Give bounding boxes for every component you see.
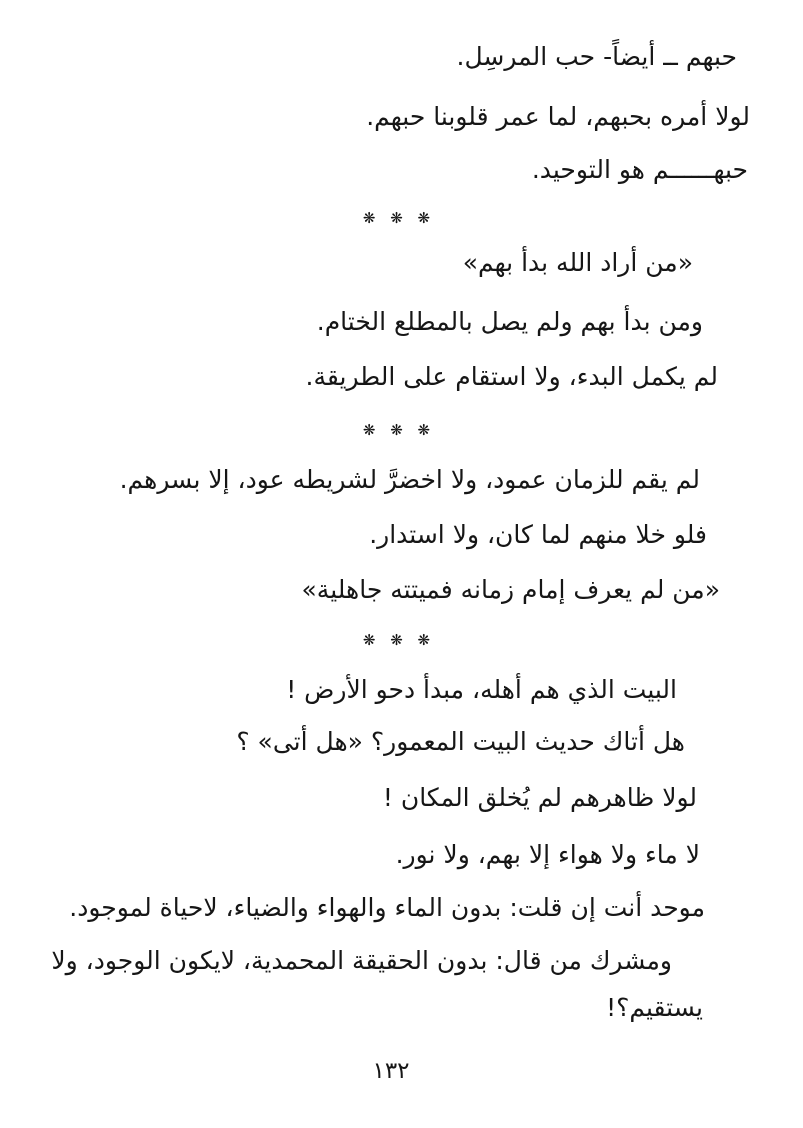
- text-line: هل أتاك حديث البيت المعمور؟ «هل أتى» ؟: [236, 727, 685, 756]
- text-line: لم يكمل البدء، ولا استقام على الطريقة.: [305, 362, 718, 391]
- section-separator: ❋ ❋ ❋: [362, 421, 431, 439]
- text-line: لا ماء ولا هواء إلا بهم، ولا نور.: [395, 840, 700, 869]
- section-separator: ❋ ❋ ❋: [362, 209, 431, 227]
- text-line: لم يقم للزمان عمود، ولا اخضرَّ لشريطه عود، إلا بسرهم.: [119, 465, 700, 494]
- page-number: ١٣٢: [372, 1058, 410, 1084]
- quote-line: «من أراد الله بدأ بهم»: [462, 248, 693, 277]
- text-line: لولا أمره بحبهم، لما عمر قلوبنا حبهم.: [366, 102, 750, 131]
- text-line-continuation: يستقيم؟!: [606, 993, 703, 1022]
- text-line: لولا ظاهرهم لم يُخلق المكان !: [382, 783, 697, 812]
- section-separator: ❋ ❋ ❋: [362, 631, 431, 649]
- text-line: ومشرك من قال: بدون الحقيقة المحمدية، لايكون الوجود، ولا: [51, 946, 672, 975]
- text-line: موحد أنت إن قلت: بدون الماء والهواء والضياء، لاحياة لموجود.: [69, 893, 705, 922]
- text-line: فلو خلا منهم لما كان، ولا استدار.: [369, 520, 707, 549]
- text-line: البيت الذي هم أهله، مبدأ دحو الأرض !: [286, 675, 677, 704]
- text-line: ومن بدأ بهم ولم يصل بالمطلع الختام.: [316, 307, 703, 336]
- text-line: حبهم ــ أيضاً- حب المرسِل.: [456, 42, 737, 71]
- quote-line: «من لم يعرف إمام زمانه فميتته جاهلية»: [301, 575, 720, 604]
- text-line: حبهــــــم هو التوحيد.: [531, 155, 748, 184]
